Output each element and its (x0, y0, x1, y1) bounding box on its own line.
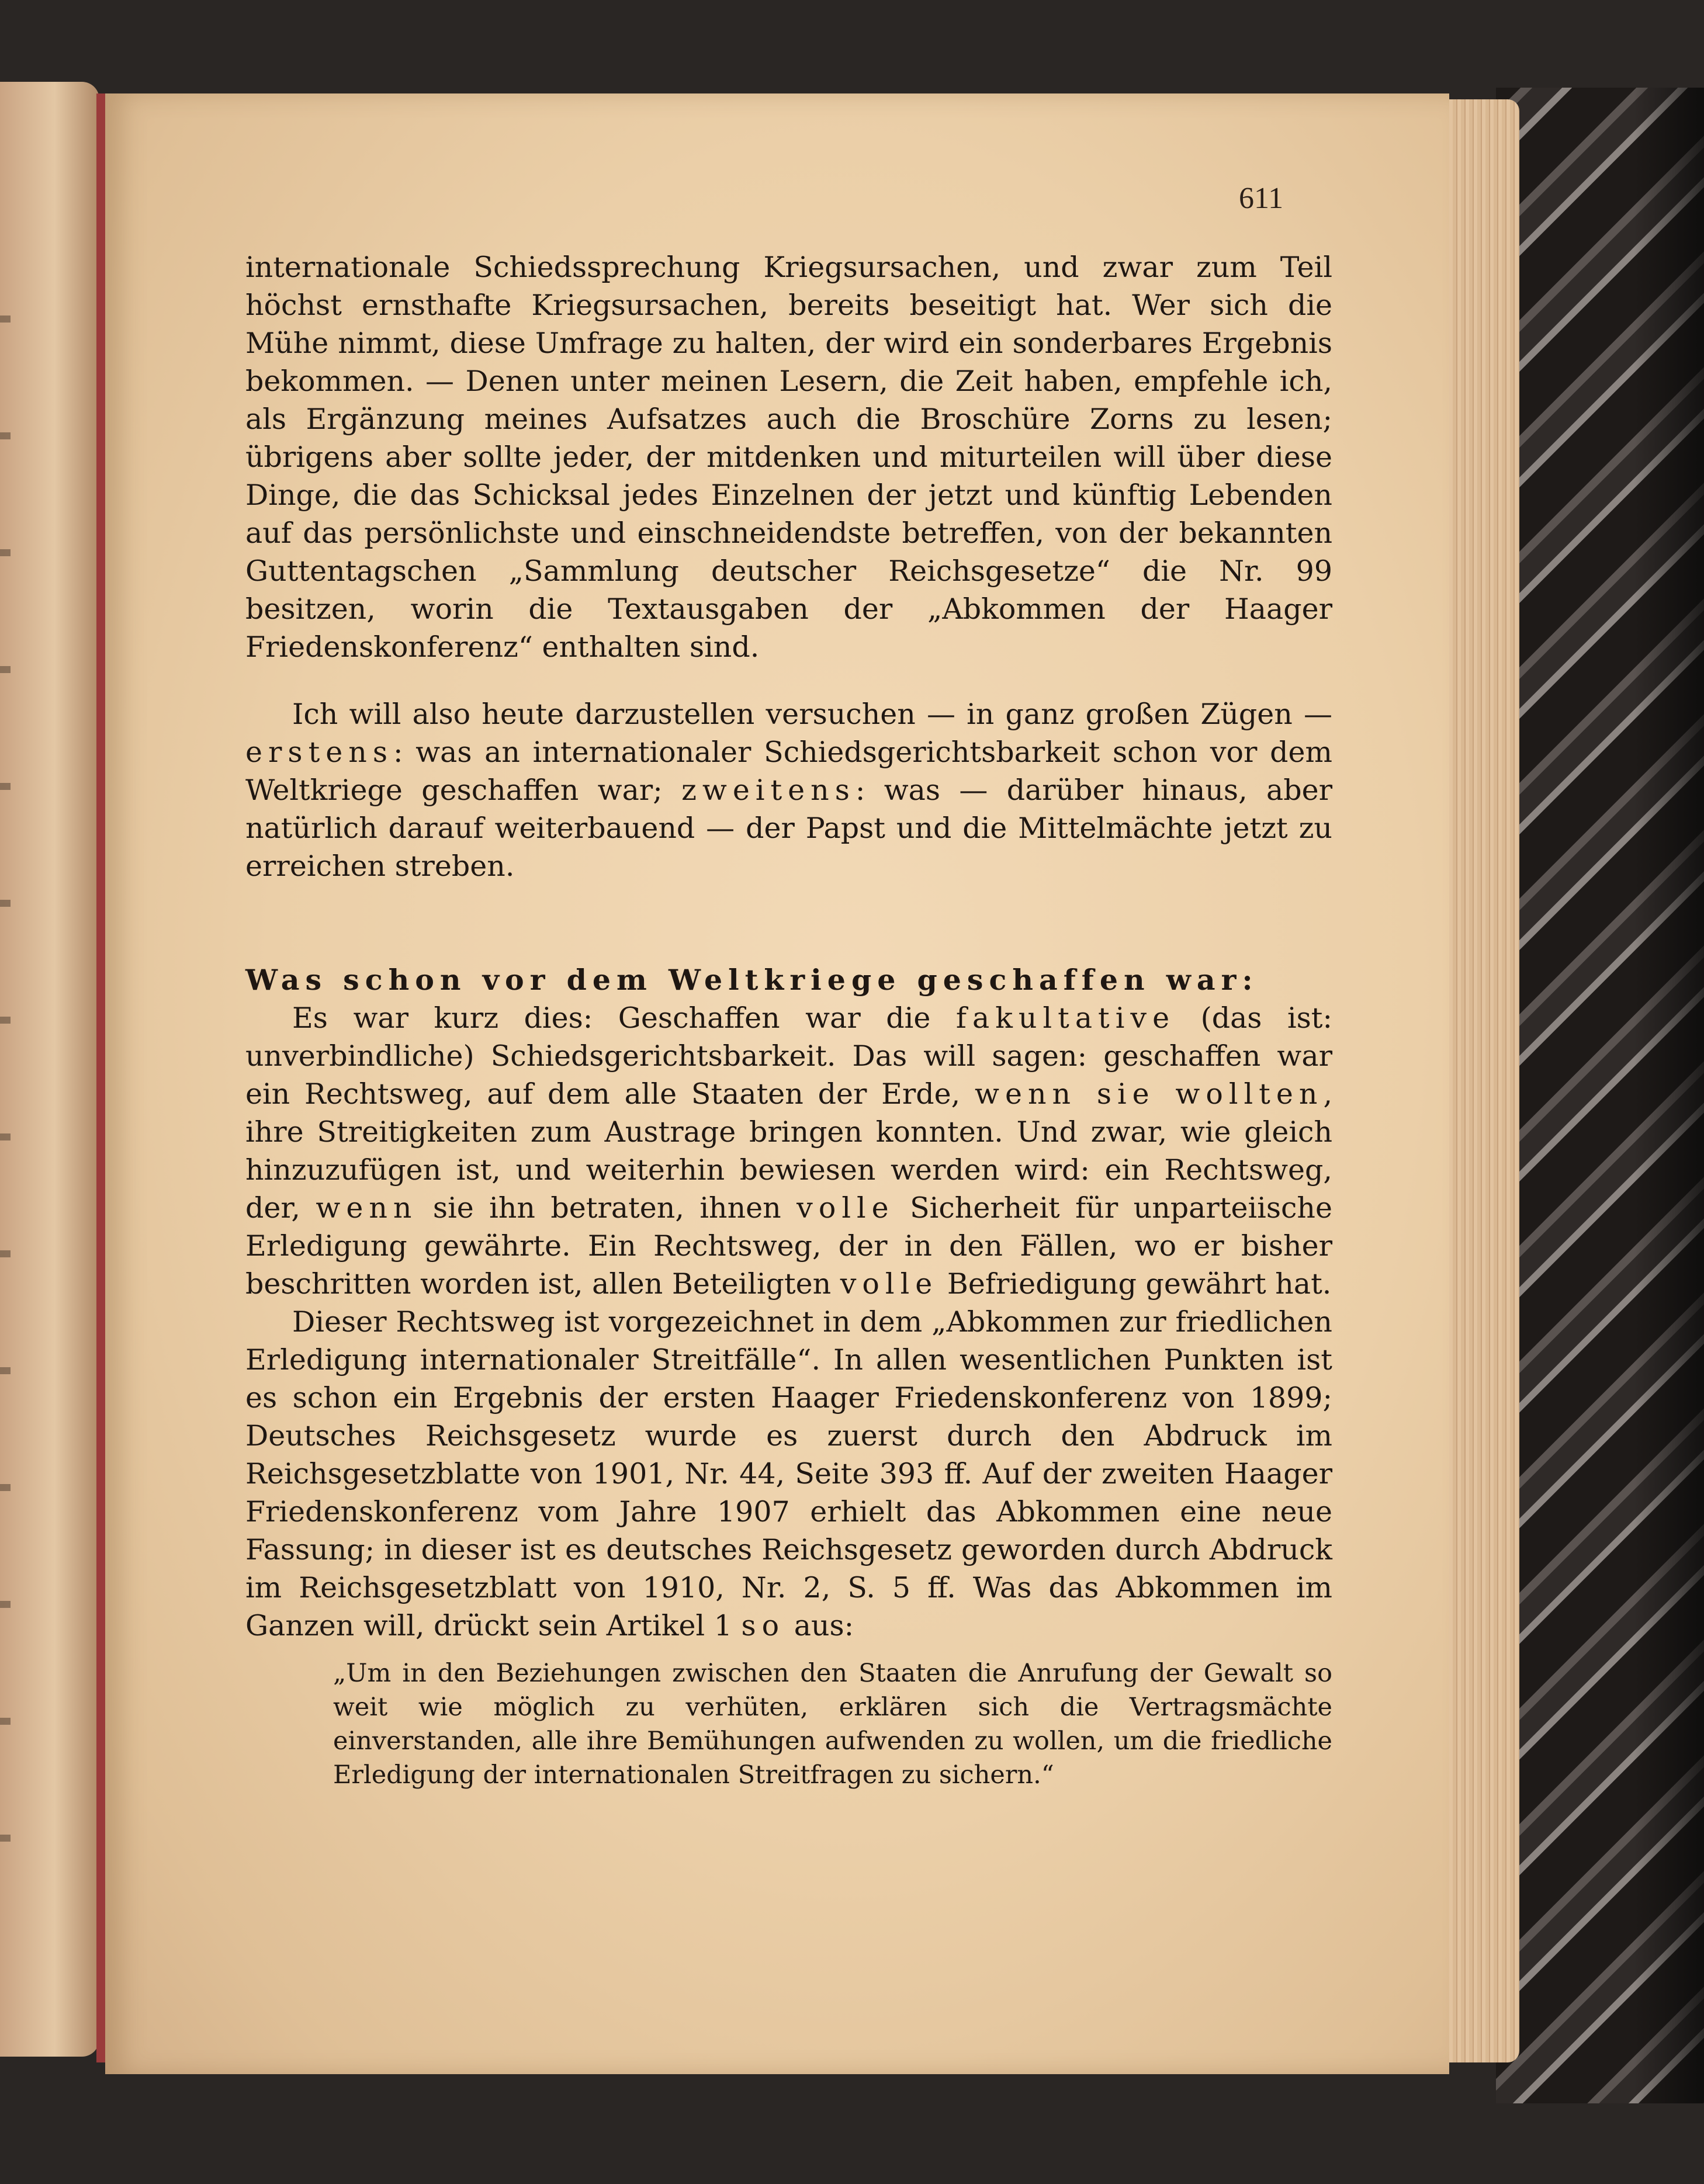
paragraph-1: internationale Schiedssprechung Kriegsursachen, und zwar zum Teil höchst ernsthafte Kriegsursachen, bereits beseitigt hat. Wer sich die Mühe nimmt, diese Umfrage zu halten, der wird ein sonderbares Ergebnis bekommen. — Denen unter meinen Lesern, die Zeit haben, empfehle ich, als Ergänzung meines Aufsatzes auch die Broschüre Zorns zu lesen; übrigens aber sollte jeder, der mitdenken und miturteilen will über diese Dinge, die das Schicksal jedes Einzelnen der jetzt und künftig Lebenden auf das persönlichste und einschneidendste betreffen, von der bekannten Guttentagschen „Sammlung deutscher Reichsgesetze“ die Nr. 99 besitzen, worin die Textausgaben der „Abkommen der Haager Friedenskonferenz“ enthalten sind. (245, 251, 1332, 664)
paragraph-3-d: sie ihn betraten, ihnen (417, 1191, 797, 1225)
article-quote: „Um in den Beziehungen zwischen den Staaten die Anrufung der Gewalt so weit wie möglich zu verhüten, erklären sich die Vertragsmächte einverstanden, alle ihre Bemühungen aufwenden zu wollen, um die friedliche Erledigung der internationalen Streitfragen zu sichern.“ (333, 1659, 1332, 1790)
paragraph-3-b: (das ist: unverbindliche) Schiedsgerichtsbarkeit. Das will sagen: geschaffen war ein Rechtsweg, auf dem alle Staaten der Erde, (245, 1001, 1332, 1111)
paragraph-3-f: Befriedigung gewährt hat. (938, 1267, 1332, 1301)
paragraph-2-b: : was an internationaler Schiedsgerichtsbarkeit schon vor dem Weltkriege geschaffen war; (245, 736, 1332, 807)
left-page-text-edge (0, 257, 11, 1951)
emphasis-wenn-sie-wollten: wenn sie wollten (975, 1077, 1324, 1111)
paragraph-4-a: Dieser Rechtsweg ist vorgezeichnet in dem „Abkommen zur friedlichen Erledigung internationaler Streitfälle“. In allen wesentlichen Punkten ist es schon ein Ergebnis der ersten Haager Friedenskonferenz von 1899; Deutsches Reichsgesetz wurde es zuerst durch den Abdruck im Reichsgesetzblatte von 1901, Nr. 44, Seite 393 ff. Auf der zweiten Haager Friedenskonferenz vom Jahre 1907 erhielt das Abkommen eine neue Fassung; in dieser ist es deutsches Reichsgesetz geworden durch Abdruck im Reichsgesetzblatt von 1910, Nr. 2, S. 5 ff. Was das Abkommen im Ganzen will, drückt sein Artikel 1 (245, 1305, 1332, 1642)
cover-shadow (1634, 88, 1704, 2103)
section-heading: Was schon vor dem Weltkriege geschaffen war: (245, 963, 1259, 997)
page-text (245, 248, 1332, 1792)
marbled-cover (1496, 88, 1704, 2103)
paragraph-2-c: : was — darüber hinaus, aber natürlich darauf weiterbauend — der Papst und die Mittelmächte jetzt zu erreichen streben. (245, 774, 1332, 883)
paragraph-2-a: Ich will also heute darzustellen versuchen — in ganz großen Zügen — (292, 698, 1332, 731)
emphasis-erstens: erstens (245, 736, 393, 769)
emphasis-volle-2: volle (840, 1267, 938, 1301)
emphasis-so: so (741, 1609, 785, 1642)
paragraph-4 (245, 1303, 1332, 1645)
paragraph-3-a: Es war kurz dies: Geschaffen war die (292, 1001, 956, 1035)
paragraph-4-b: aus: (785, 1609, 854, 1642)
emphasis-volle-1: volle (796, 1191, 895, 1225)
book-page (105, 93, 1449, 2074)
left-facing-page (0, 82, 99, 2057)
paragraph-2 (245, 695, 1332, 885)
emphasis-fakultative: fakultative (955, 1001, 1176, 1035)
emphasis-zweitens: zweitens (681, 774, 856, 807)
paragraph-3 (245, 999, 1332, 1303)
page-number: 611 (1239, 182, 1284, 215)
book-binding (96, 93, 106, 2062)
paragraph-3-e: Sicherheit für unparteiische Erledigung gewährte. Ein Rechtsweg, der in den Fällen, wo er bisher beschritten worden ist, allen Beteiligten (245, 1191, 1332, 1301)
emphasis-wenn: wenn (316, 1191, 418, 1225)
paragraph-3-c: , ihre Streitigkeiten zum Austrage bringen konnten. Und zwar, wie gleich hinzuzufügen ist, und weiterhin bewiesen werden wird: ein Rechtsweg, der, (245, 1077, 1333, 1225)
